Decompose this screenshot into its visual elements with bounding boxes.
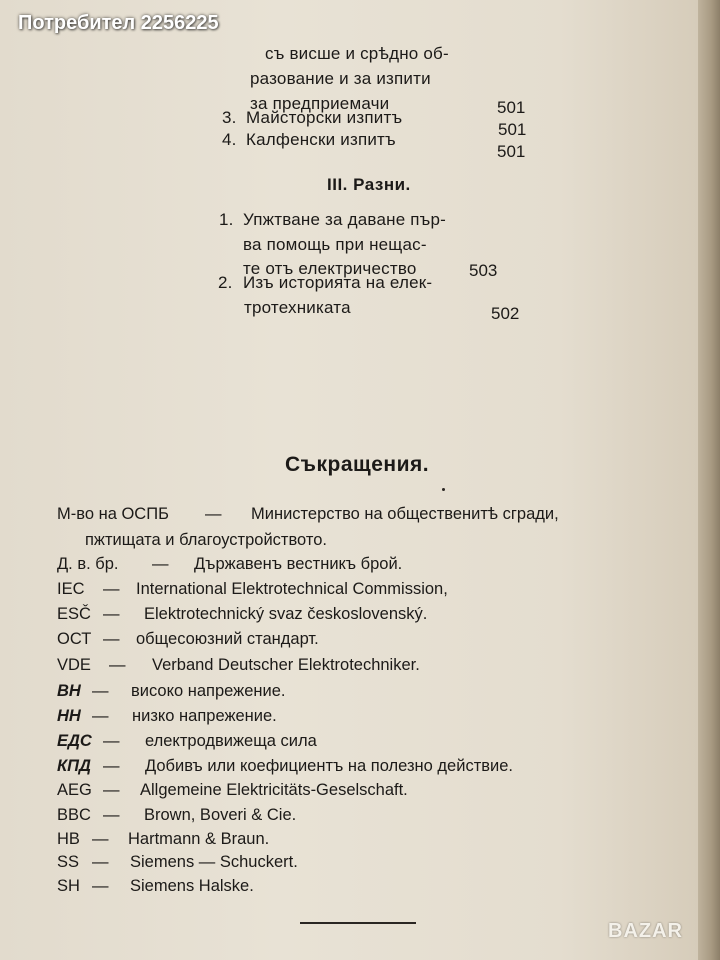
abbreviation-dash: —	[92, 707, 109, 725]
abbreviation-key: HB	[57, 830, 80, 848]
toc-line: Упжтване за даване пър-	[243, 210, 447, 229]
toc-page-number: 503	[469, 261, 498, 280]
abbreviation-description: Brown, Boveri & Cie.	[144, 806, 297, 824]
abbreviation-description: International Elektrotechnical Commission,	[136, 580, 448, 598]
toc-item-number: 4.	[222, 130, 237, 149]
marketplace-logo: BAZAR	[608, 920, 683, 942]
abbreviation-key: SH	[57, 877, 80, 895]
abbreviation-key: ОСТ	[57, 630, 92, 648]
abbreviation-dash: —	[92, 853, 109, 871]
abbreviation-dash: —	[103, 605, 120, 623]
abbreviation-key: М-во на ОСПБ	[57, 505, 169, 523]
abbreviation-description: Добивъ или коефициентъ на полезно действие.	[145, 757, 513, 775]
section-title: III. Разни.	[327, 175, 411, 194]
abbreviation-description: Siemens — Schuckert.	[130, 853, 298, 871]
abbreviations-heading: Съкращения.	[285, 453, 430, 476]
abbreviation-dash: —	[152, 555, 169, 573]
abbreviation-key: SS	[57, 853, 80, 871]
abbreviation-key: ESČ	[57, 605, 91, 623]
toc-item-number: 1.	[219, 210, 234, 229]
closing-rule	[300, 922, 416, 924]
page-edge	[698, 0, 720, 960]
abbreviation-dash: —	[103, 580, 120, 598]
toc-line: съ висше и срѣдно об-	[265, 44, 449, 63]
toc-page-number: 502	[491, 304, 520, 323]
toc-page-number: 501	[497, 98, 526, 117]
toc-line: за предприемачи	[250, 94, 390, 113]
toc-line: Изъ историята на елек-	[243, 273, 433, 292]
user-watermark: Потребител 2256225	[18, 12, 219, 34]
abbreviation-description: електродвижеща сила	[145, 732, 317, 750]
toc-page-number: 501	[498, 120, 527, 139]
toc-line: те отъ електричество	[243, 259, 417, 278]
toc-item-number: 2.	[218, 273, 233, 292]
abbreviation-dash: —	[103, 781, 120, 799]
abbreviation-dash: —	[103, 806, 120, 824]
toc-line: разование и за изпити	[250, 69, 431, 88]
abbreviation-dash: —	[103, 630, 120, 648]
abbreviation-dash: —	[92, 682, 109, 700]
abbreviation-key: AEG	[57, 781, 92, 799]
toc-page-number: 501	[497, 142, 526, 161]
abbreviation-description: пжтищата и благоустройството.	[85, 531, 328, 549]
abbreviation-description: високо напрежение.	[131, 682, 286, 700]
toc-line: ва помощь при нещас-	[243, 235, 427, 254]
abbreviation-key: IEC	[57, 580, 85, 598]
abbreviation-description: Allgemeine Elektricitäts-Geselschaft.	[140, 781, 408, 799]
abbreviation-key: НН	[57, 707, 81, 725]
abbreviation-key: ЕДС	[57, 732, 92, 750]
toc-item-title: Калфенски изпитъ	[246, 130, 396, 149]
abbreviation-description: общесоюзний стандарт.	[136, 630, 319, 648]
abbreviation-dash: —	[92, 877, 109, 895]
toc-item-title: Майсторски изпитъ	[246, 108, 403, 127]
abbreviation-key: BBC	[57, 806, 91, 824]
abbreviation-description: Министерство на общественитѣ сгради,	[251, 505, 559, 523]
abbreviation-description: Siemens Halske.	[130, 877, 254, 895]
abbreviation-key: VDE	[57, 656, 91, 674]
toc-item-number: 3.	[222, 108, 237, 127]
abbreviation-key: Д. в. бр.	[57, 555, 119, 573]
toc-line: тротехниката	[244, 298, 351, 317]
abbreviation-key: КПД	[57, 757, 91, 775]
abbreviation-description: Държавенъ вестникъ брой.	[194, 555, 403, 573]
ink-speck	[442, 488, 445, 491]
abbreviation-dash: —	[103, 757, 120, 775]
abbreviation-description: Elektrotechnický svaz československý.	[144, 605, 428, 623]
abbreviation-dash: —	[103, 732, 120, 750]
abbreviation-description: Verband Deutscher Elektrotechniker.	[152, 656, 420, 674]
abbreviation-description: низко напрежение.	[132, 707, 277, 725]
abbreviation-description: Hartmann & Braun.	[128, 830, 270, 848]
abbreviation-dash: —	[205, 505, 222, 523]
abbreviation-dash: —	[109, 656, 126, 674]
abbreviation-dash: —	[92, 830, 109, 848]
abbreviation-key: ВН	[57, 682, 81, 700]
